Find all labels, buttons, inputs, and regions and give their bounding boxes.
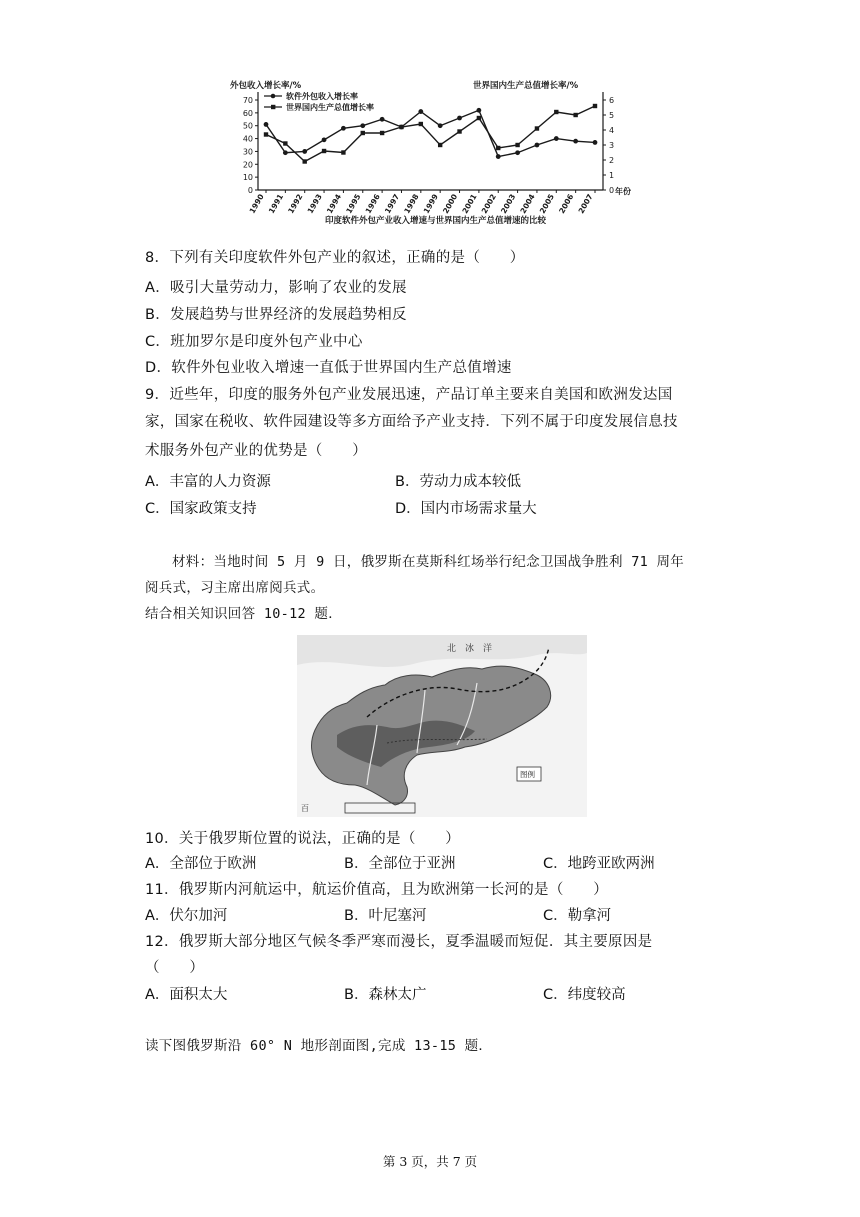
- question-12-option-a: A．面积太大: [145, 987, 228, 1003]
- legend-marker-0: [271, 94, 276, 99]
- right-tick-label: 3: [609, 141, 615, 150]
- material-line-2: 阅兵式，习主席出席阅兵式。: [145, 580, 325, 596]
- question-8-stem: 8．下列有关印度软件外包产业的叙述，正确的是（ ）: [145, 250, 525, 266]
- material-prompt: 结合相关知识回答 10-12 题．: [145, 606, 342, 622]
- question-8-option-d: D．软件外包业收入增速一直低于世界国内生产总值增速: [145, 360, 512, 376]
- legend-label-0: 软件外包收入增长率: [286, 92, 358, 101]
- series-0-point: [476, 108, 481, 113]
- series-0-point: [302, 149, 307, 154]
- x-tick-label: 2003: [499, 192, 518, 216]
- question-12-stem: 12．俄罗斯大部分地区气候冬季严寒而漫长，夏季温暖而短促．其主要原因是: [145, 934, 653, 950]
- series-1-point: [380, 131, 384, 135]
- right-tick-label: 0: [609, 186, 615, 195]
- series-0-point: [457, 116, 462, 121]
- x-tick-label: 1993: [305, 192, 324, 216]
- question-12-option-c: C．纬度较高: [543, 987, 626, 1003]
- series-1-point: [399, 125, 403, 129]
- series-1-point: [341, 150, 345, 154]
- question-9-line-3: 术服务外包产业的优势是（ ）: [145, 443, 367, 459]
- right-tick-label: 2: [609, 156, 615, 165]
- x-tick-label: 1997: [382, 192, 402, 216]
- series-0-point: [554, 136, 559, 141]
- question-11-option-a: A．伏尔加河: [145, 908, 228, 924]
- x-tick-label: 1996: [363, 192, 382, 216]
- question-10-option-c: C．地跨亚欧两洲: [543, 856, 655, 872]
- series-1-point: [457, 129, 461, 133]
- series-0-point: [496, 154, 501, 159]
- series-0-point: [341, 126, 346, 131]
- series-0-point: [360, 123, 365, 128]
- question-11-option-c: C．勒拿河: [543, 908, 612, 924]
- material-line-1: 材料：当地时间 5 月 9 日，俄罗斯在莫斯科红场举行纪念卫国战争胜利 71 周年: [172, 554, 685, 570]
- right-tick-label: 4: [609, 126, 615, 135]
- question-11-stem: 11．俄罗斯内河航运中，航运价值高，且为欧洲第一长河的是（ ）: [145, 882, 609, 898]
- question-8-option-a: A．吸引大量劳动力，影响了农业的发展: [145, 280, 407, 296]
- series-1-point: [535, 126, 539, 130]
- series-1-point: [593, 104, 597, 108]
- series-1-point: [477, 116, 481, 120]
- x-tick-label: 1999: [421, 192, 440, 216]
- series-0-point: [593, 140, 598, 145]
- series-0-point: [573, 139, 578, 144]
- right-tick-label: 1: [609, 171, 615, 180]
- question-9-option-d: D．国内市场需求量大: [395, 501, 537, 517]
- series-1-point: [554, 110, 558, 114]
- chart-title: 印度软件外包产业收入增速与世界国内生产总值增速的比较: [324, 216, 547, 226]
- left-tick-label: 70: [242, 96, 253, 105]
- series-line-1: [266, 106, 595, 162]
- question-11-option-b: B．叶尼塞河: [344, 908, 427, 924]
- x-axis-title: 年份: [615, 187, 631, 196]
- series-0-point: [322, 137, 327, 142]
- question-9-line-1: 9．近些年，印度的服务外包产业发展迅速，产品订单主要来自美国和欧洲发达国: [145, 387, 673, 403]
- left-tick-label: 40: [242, 134, 253, 144]
- series-1-point: [264, 132, 268, 136]
- series-1-point: [573, 113, 577, 117]
- question-8-option-b: B．发展趋势与世界经济的发展趋势相反: [145, 307, 407, 323]
- left-tick-label: 60: [242, 108, 253, 118]
- x-tick-label: 2000: [441, 192, 460, 216]
- right-tick-label: 5: [609, 111, 615, 120]
- question-13-intro: 读下图俄罗斯沿 60° N 地形剖面图,完成 13-15 题．: [145, 1038, 493, 1054]
- x-tick-label: 1995: [344, 192, 363, 216]
- series-0-point: [535, 143, 540, 148]
- series-1-point: [419, 122, 423, 126]
- right-tick-label: 6: [609, 96, 615, 105]
- x-tick-label: 2001: [460, 192, 479, 216]
- left-tick-label: 50: [242, 121, 253, 131]
- x-tick-label: 2002: [479, 192, 498, 216]
- question-9-option-c: C．国家政策支持: [145, 501, 257, 517]
- series-0-point: [283, 150, 288, 155]
- left-tick-label: 0: [247, 186, 253, 195]
- right-axis-title: 世界国内生产总值增长率/%: [473, 81, 579, 91]
- x-tick-label: 1998: [402, 192, 421, 216]
- x-tick-label: 2007: [576, 192, 595, 216]
- x-tick-label: 1991: [266, 192, 286, 216]
- left-tick-label: 10: [242, 173, 253, 183]
- series-0-point: [264, 122, 269, 127]
- question-12-paren: （ ）: [145, 960, 205, 976]
- series-0-point: [438, 123, 443, 128]
- question-12-option-b: B．森林太广: [344, 987, 427, 1003]
- x-tick-label: 2006: [557, 192, 576, 216]
- question-10-stem: 10．关于俄罗斯位置的说法，正确的是（ ）: [145, 831, 461, 847]
- map-corner-label: 百: [301, 804, 309, 813]
- ocean-label: 北 冰 洋: [447, 644, 493, 654]
- series-0-point: [515, 150, 520, 155]
- x-tick-label: 1990: [247, 192, 266, 216]
- left-tick-label: 30: [242, 147, 253, 157]
- question-10-option-b: B．全部位于亚洲: [344, 856, 456, 872]
- x-tick-label: 1992: [286, 192, 305, 216]
- series-1-point: [496, 146, 500, 150]
- series-1-point: [438, 143, 442, 147]
- series-1-point: [283, 141, 287, 145]
- series-0-point: [418, 109, 423, 114]
- question-10-option-a: A．全部位于欧洲: [145, 856, 257, 872]
- series-1-point: [361, 131, 365, 135]
- question-9-option-a: A．丰富的人力资源: [145, 474, 271, 490]
- series-1-point: [515, 143, 519, 147]
- legend-label-1: 世界国内生产总值增长率: [286, 103, 374, 112]
- left-axis-title: 外包收入增长率/%: [230, 81, 302, 91]
- series-1-point: [322, 149, 326, 153]
- legend-label: 图例: [520, 770, 535, 779]
- series-1-point: [303, 159, 307, 163]
- series-line-0: [266, 110, 595, 156]
- question-9-option-b: B．劳动力成本较低: [395, 474, 521, 490]
- question-9-line-2: 家，国家在税收、软件园建设等多方面给予产业支持．下列不属于印度发展信息技: [145, 414, 678, 430]
- x-tick-label: 2004: [518, 192, 537, 216]
- question-8-option-c: C．班加罗尔是印度外包产业中心: [145, 334, 363, 350]
- line-chart: [230, 80, 635, 230]
- left-tick-label: 20: [242, 160, 253, 170]
- x-tick-label: 1994: [324, 192, 344, 216]
- series-0-point: [380, 117, 385, 122]
- page-footer: 第 3 页，共 7 页: [382, 1154, 478, 1169]
- x-tick-label: 2005: [537, 192, 557, 216]
- legend-marker-1: [271, 105, 275, 109]
- russia-map: [297, 635, 587, 817]
